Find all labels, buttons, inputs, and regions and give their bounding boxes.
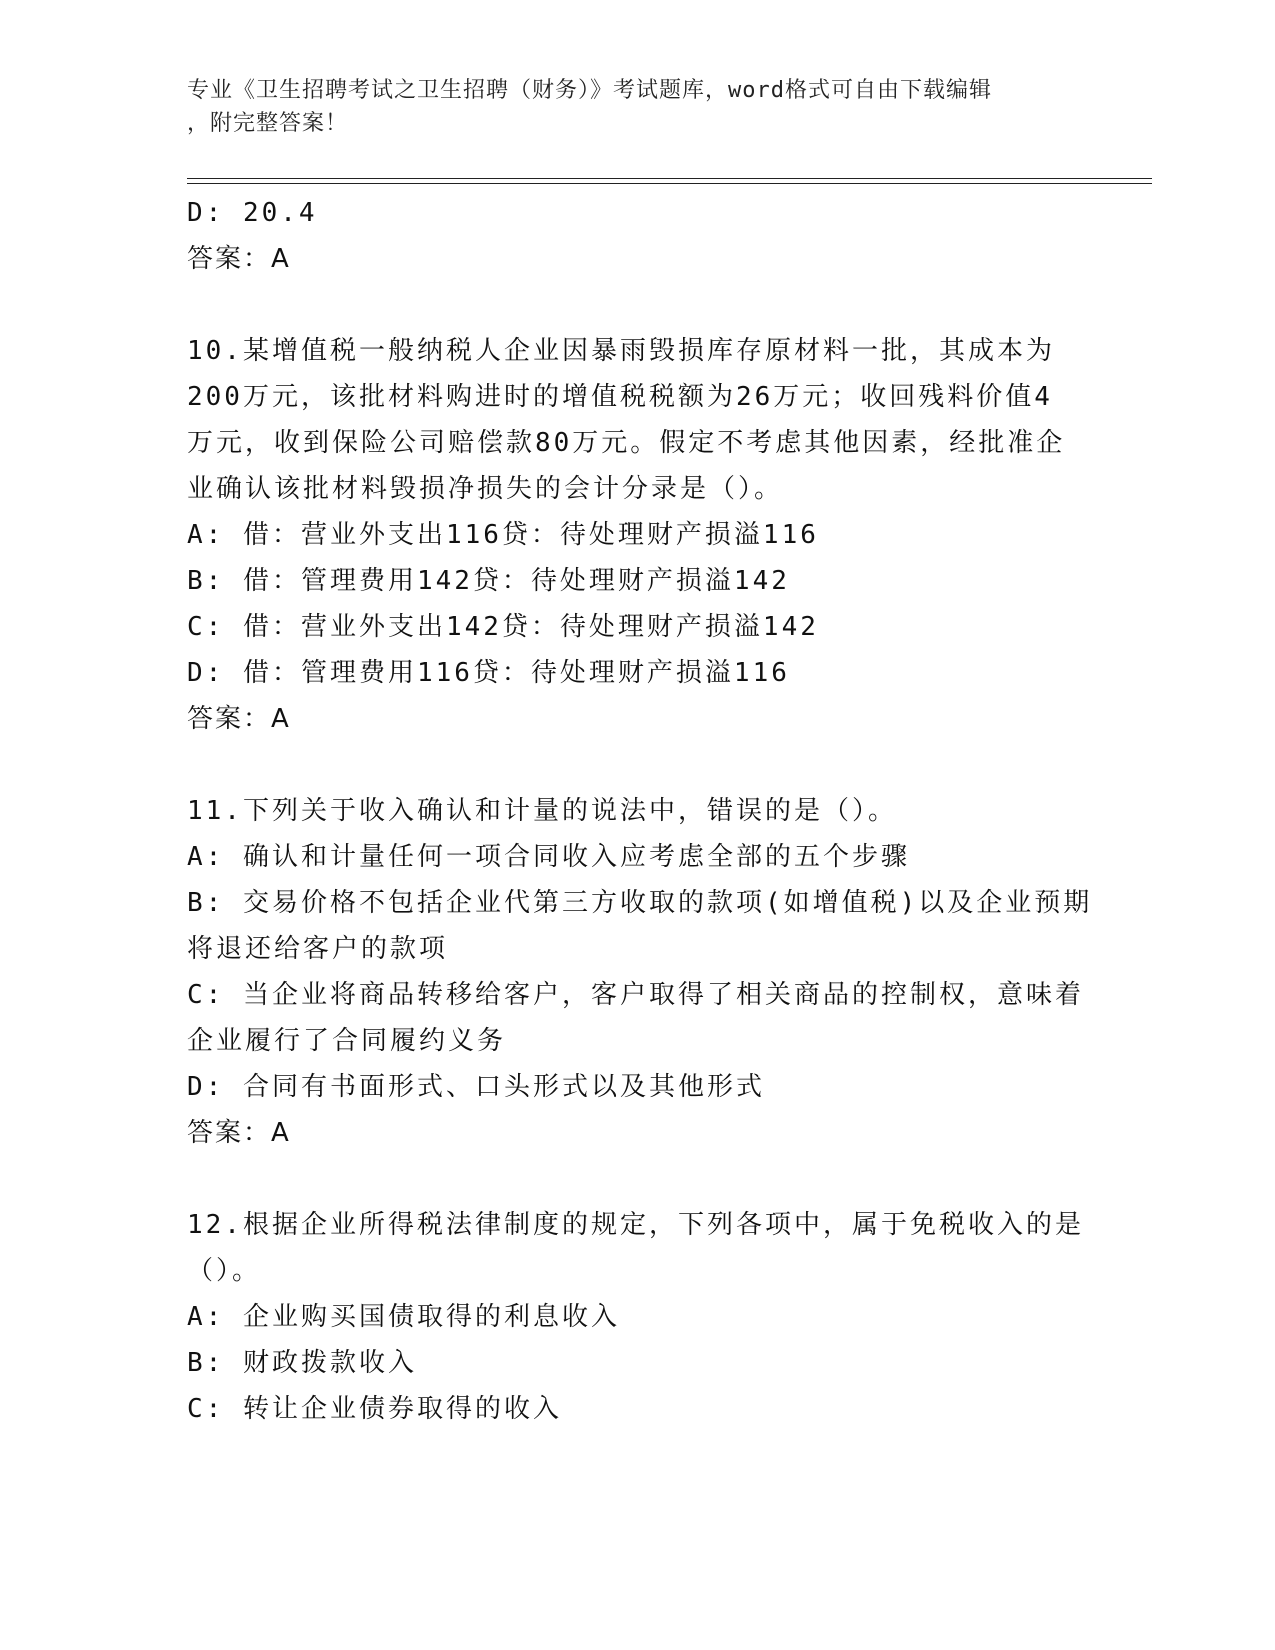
q10-option-c: C: 借：营业外支出142贷：待处理财产损溢142 bbox=[187, 612, 819, 642]
spacer bbox=[187, 742, 1067, 788]
header-line-1: 专业《卫生招聘考试之卫生招聘（财务）》考试题库，word格式可自由下载编辑 bbox=[187, 78, 992, 103]
q11-option-d: D: 合同有书面形式、口头形式以及其他形式 bbox=[187, 1072, 765, 1102]
header-line-2: ，附完整答案！ bbox=[187, 111, 349, 136]
q12-option-a: A: 企业购买国债取得的利息收入 bbox=[187, 1302, 620, 1332]
q10-stem-line-1: 10.某增值税一般纳税人企业因暴雨毁损库存原材料一批，其成本为 bbox=[187, 336, 1055, 366]
spacer bbox=[187, 282, 1067, 328]
q10-stem-line-3: 万元，收到保险公司赔偿款80万元。假定不考虑其他因素，经批准企 bbox=[187, 428, 1066, 458]
q12-stem-line-2: （）。 bbox=[187, 1256, 262, 1286]
q11-answer: 答案：A bbox=[187, 1118, 291, 1148]
header-divider-top bbox=[187, 178, 1152, 179]
question-11 bbox=[187, 788, 1093, 1156]
q10-option-a: A: 借：营业外支出116贷：待处理财产损溢116 bbox=[187, 520, 819, 550]
q10-stem-line-4: 业确认该批材料毁损净损失的会计分录是（）。 bbox=[187, 474, 784, 504]
q12-stem-line-1: 12.根据企业所得税法律制度的规定，下列各项中，属于免税收入的是 bbox=[187, 1210, 1084, 1240]
q11-option-c-line-2: 企业履行了合同履约义务 bbox=[187, 1026, 507, 1056]
q12-option-c: C: 转让企业债券取得的收入 bbox=[187, 1394, 562, 1424]
q11-option-b-line-2: 将退还给客户的款项 bbox=[187, 934, 449, 964]
q10-answer: 答案：A bbox=[187, 704, 291, 734]
document-body bbox=[187, 190, 1093, 1432]
q11-option-c-line-1: C: 当企业将商品转移给客户，客户取得了相关商品的控制权，意味着 bbox=[187, 980, 1084, 1010]
q11-stem: 11.下列关于收入确认和计量的说法中，错误的是（）。 bbox=[187, 796, 897, 826]
q11-option-a: A: 确认和计量任何一项合同收入应考虑全部的五个步骤 bbox=[187, 842, 910, 872]
question-12 bbox=[187, 1202, 1084, 1432]
prev-option-d: D: 20.4 bbox=[187, 198, 318, 228]
header-divider-bottom bbox=[187, 183, 1152, 184]
q11-option-b-line-1: B: 交易价格不包括企业代第三方收取的款项(如增值税)以及企业预期 bbox=[187, 888, 1093, 918]
q10-option-b: B: 借：管理费用142贷：待处理财产损溢142 bbox=[187, 566, 790, 596]
q12-option-b: B: 财政拨款收入 bbox=[187, 1348, 417, 1378]
spacer bbox=[187, 1156, 1067, 1202]
q10-option-d: D: 借：管理费用116贷：待处理财产损溢116 bbox=[187, 658, 790, 688]
prev-answer: 答案：A bbox=[187, 244, 291, 274]
question-10 bbox=[187, 328, 1067, 742]
document-header bbox=[187, 74, 1067, 140]
q10-stem-line-2: 200万元，该批材料购进时的增值税税额为26万元；收回残料价值4 bbox=[187, 382, 1053, 412]
